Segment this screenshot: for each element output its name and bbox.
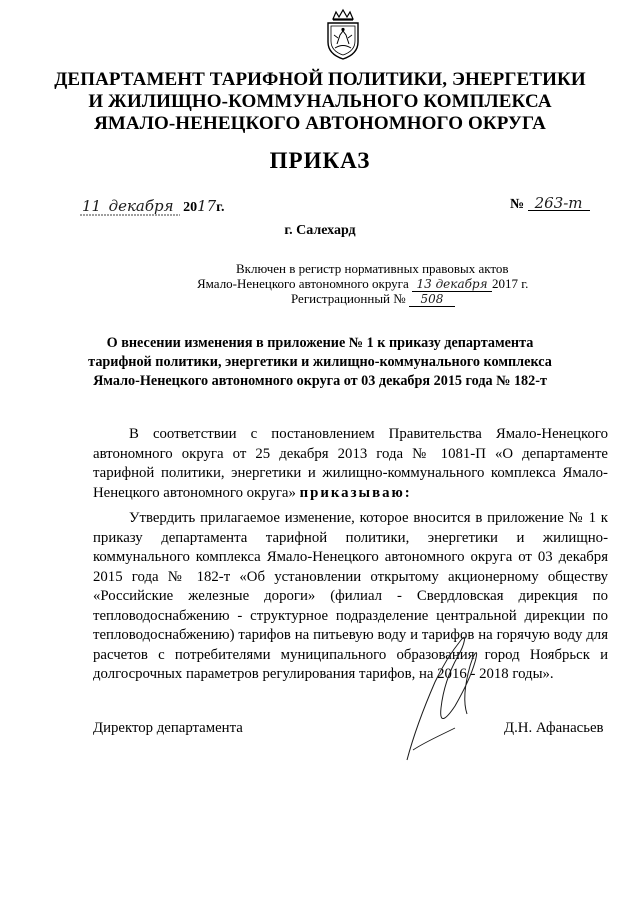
registration-line-1: Включен в регистр нормативных правовых актов <box>236 261 509 276</box>
department-line-2: И ЖИЛИЩНО-КОММУНАЛЬНОГО КОМПЛЕКСА <box>88 91 552 112</box>
date-month: декабря <box>108 197 174 215</box>
registration-year: 2017 г. <box>492 276 529 291</box>
registration-number-label: Регистрационный № <box>291 291 406 306</box>
subject-line-1: О внесении изменения в приложение № 1 к приказу департамента <box>106 335 534 351</box>
number-label: № <box>510 197 525 212</box>
subject-line-2: тарифной политики, энергетики и жилищно-коммунального комплекса <box>88 354 552 370</box>
order-number <box>510 196 590 213</box>
year-prefix: 20 <box>183 200 198 215</box>
order-subject <box>0 334 640 391</box>
preamble-order-word: приказываю: <box>299 484 412 501</box>
subject-line-3: Ямало-Ненецкого автономного округа от 03 декабря 2015 года № 182-т <box>93 373 547 389</box>
signature-name: Д.Н. Афанасьев <box>504 720 604 736</box>
signature-scribble <box>395 610 495 770</box>
department-line-3: ЯМАЛО-НЕНЕЦКОГО АВТОНОМНОГО ОКРУГА <box>94 113 546 134</box>
year-unit: г. <box>216 200 225 215</box>
coat-of-arms-icon <box>320 8 366 62</box>
department-title <box>0 69 640 135</box>
department-line-1: ДЕПАРТАМЕНТ ТАРИФНОЙ ПОЛИТИКИ, ЭНЕРГЕТИКИ <box>54 69 586 90</box>
registration-line-2 <box>197 276 528 292</box>
registration-line-3 <box>291 291 455 307</box>
main-paragraph: Утвердить прилагаемое изменение, которое вносится в приложение № 1 к приказу департамента тарифной политики, энергетики и жилищно-коммунального комплекса Ямало-Ненецкого автономного округа от 03 декабря 2015 года № 182-т «Об установлении открытому акционерному обществу «Российские железные дороги» (филиал - Свердловская дирекция по тепловодоснабжению - структурное подразделение центральной дирекции по тепловодоснабжению) тарифов на питьевую воду и тарифов на горячую воду для расчетов с потребителями муниципального образования город Ноябрьск и долгосрочных параметров регулирования тарифов, на 2016 - 2018 годы». <box>93 510 608 682</box>
date-day: 11 <box>82 197 102 215</box>
signature-position: Директор департамента <box>93 720 243 736</box>
preamble-text: В соответствии с постановлением Правительства Ямало-Ненецкого автономного округа от 25 декабря 2013 года № 1081-П «О департаменте тарифной политики, энергетики и жилищно-коммунального комплекса Ямало-Ненецкого автономного округа» <box>93 426 608 501</box>
registration-number: 508 <box>409 292 455 307</box>
year-suffix: 17 <box>197 197 217 215</box>
registration-date: 13 декабря <box>412 277 492 292</box>
preamble-paragraph <box>93 425 608 503</box>
city: г. Салехард <box>284 223 356 238</box>
number-value: 263-т <box>528 196 590 211</box>
document-type: ПРИКАЗ <box>269 148 371 173</box>
date-underline <box>80 213 180 217</box>
registration-prefix: Ямало-Ненецкого автономного округа <box>197 276 409 291</box>
